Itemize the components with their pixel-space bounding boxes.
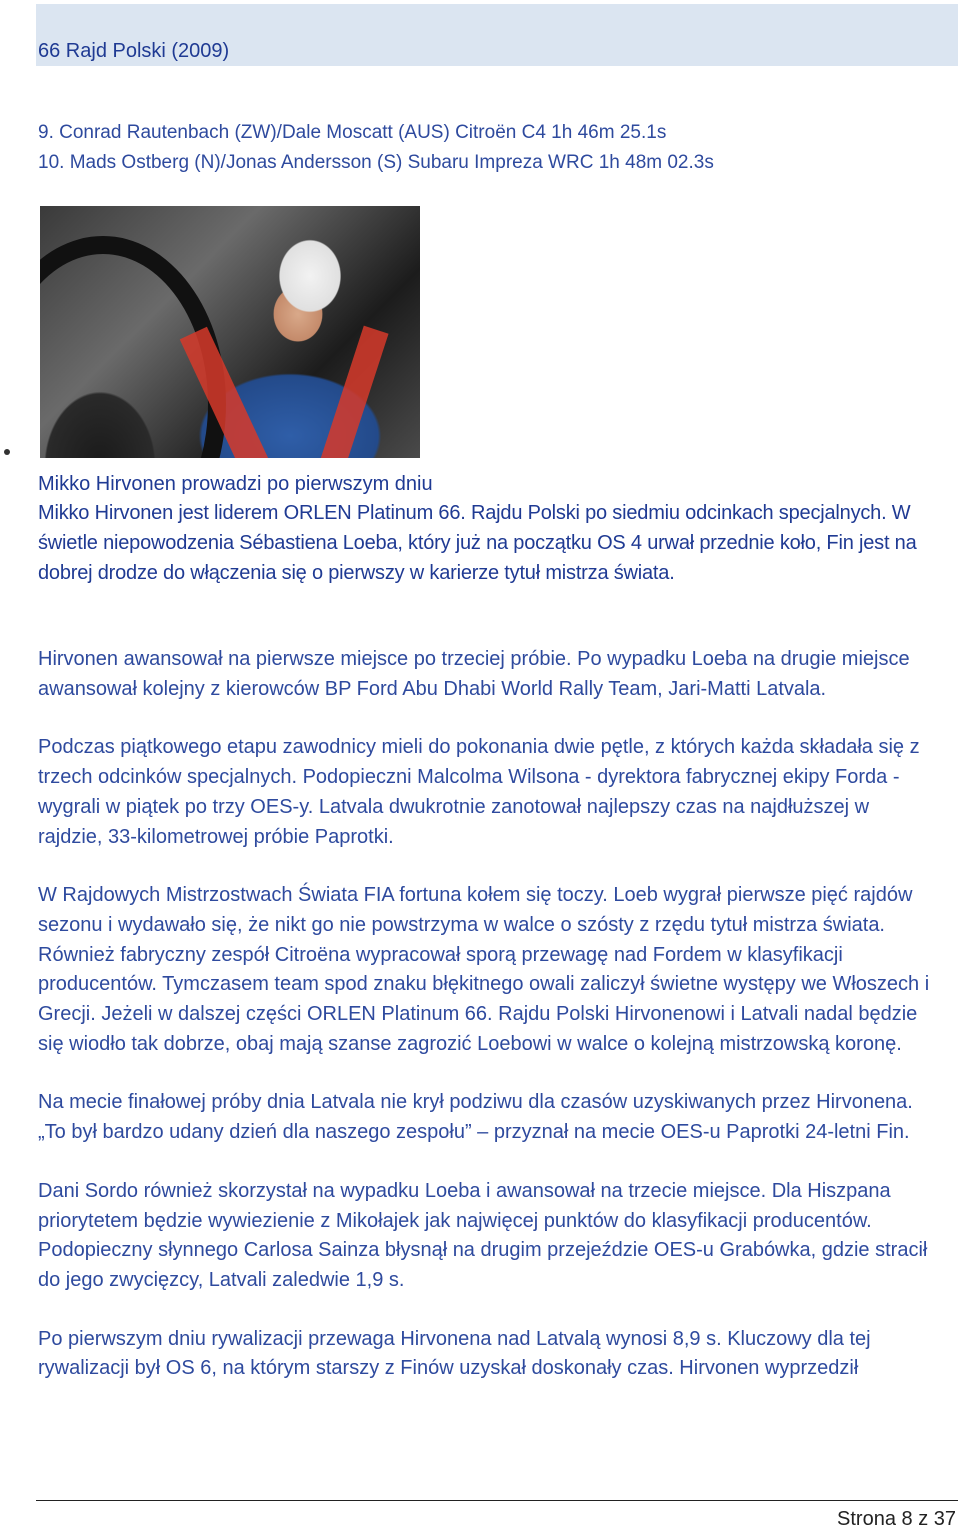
page-title: 66 Rajd Polski (2009)	[38, 40, 230, 62]
driver-photo	[40, 206, 420, 458]
article-paragraph: Dani Sordo również skorzystał na wypadku Loeba i awansował na trzecie miejsce. Dla Hiszpana priorytetem będzie wywiezienie z Mikołajek jak najwięcej punktów do klasyfikacji producentów. Podopieczny słynnego Carlosa Sainza błysnął na drugim przejeździe OES-u Grabówka, gdzie stracił do jego zwycięzcy, Latvali zaledwie 1,9 s.	[38, 1179, 928, 1291]
footer-divider	[36, 1500, 958, 1501]
result-line: 10. Mads Ostberg (N)/Jonas Andersson (S) Subaru Impreza WRC 1h 48m 02.3s	[38, 152, 714, 173]
seatbelt-shape	[317, 326, 388, 458]
article-paragraph: Na mecie finałowej próby dnia Latvala nie krył podziwu dla czasów uzyskiwanych przez Hirvonena. „To był bardzo udany dzień dla naszego zespołu” – przyznał na mecie OES-u Paprotki 24-letni Fin.	[38, 1091, 913, 1144]
article-lead: Mikko Hirvonen jest liderem ORLEN Platinum 66. Rajdu Polski po siedmiu odcinkach specjalnych. W świetle niepowodzenia Sébastiena Loeba, który już na początku OS 4 urwał przednie koło, Fin jest na dobrej drodze do włączenia się o pierwszy w karierze tytuł mistrza świata.	[38, 502, 917, 584]
result-line: 9. Conrad Rautenbach (ZW)/Dale Moscatt (AUS) Citroën C4 1h 46m 25.1s	[38, 122, 667, 143]
article-paragraph: Po pierwszym dniu rywalizacji przewaga Hirvonena nad Latvalą wynosi 8,9 s. Kluczowy dla tej rywalizacji był OS 6, na którym starszy z Finów uzyskał doskonały czas. Hirvonen wyprzedził	[38, 1327, 871, 1380]
article-body	[38, 645, 938, 1413]
article-paragraph: Hirvonen awansował na pierwsze miejsce po trzeciej próbie. Po wypadku Loeba na drugie miejsce awansował kolejny z kierowców BP Ford Abu Dhabi World Rally Team, Jari-Matti Latvala.	[38, 648, 910, 700]
article-paragraph: Podczas piątkowego etapu zawodnicy mieli do pokonania dwie pętle, z których każda składała się z trzech odcinków specjalnych. Podopieczni Malcolma Wilsona - dyrektora fabrycznej ekipy Forda - wygrali w piątek po trzy OES-y. Latvala dwukrotnie zanotował najlepszy czas na najdłuższej w rajdzie, 33-kilometrowej próbie Paprotki.	[38, 736, 920, 848]
article-paragraph: W Rajdowych Mistrzostwach Świata FIA fortuna kołem się toczy. Loeb wygrał pierwsze pięć rajdów sezonu i wydawało się, że nikt go nie powstrzyma w walce o szósty z rzędu tytuł mistrza świata. Również fabryczny zespół Citroëna wypracował sporą przewagę nad Fordem w klasyfikacji producentów. Tymczasem team spod znaku błękitnego owali zaliczył świetne występy we Włoszech i Grecji. Jeżeli w dalszej części ORLEN Platinum 66. Rajdu Polski Hirvonenowi i Latvali nadal będzie się wiodło tak dobrze, obaj mają szanse zagrozić Loebowi w walce o kolejną mistrzowską koronę.	[38, 884, 930, 1055]
results-list	[38, 118, 714, 178]
page-number: Strona 8 z 37	[837, 1508, 956, 1530]
article-headline[interactable]: Mikko Hirvonen prowadzi po pierwszym dniu	[38, 473, 433, 495]
list-bullet-icon	[4, 449, 10, 455]
